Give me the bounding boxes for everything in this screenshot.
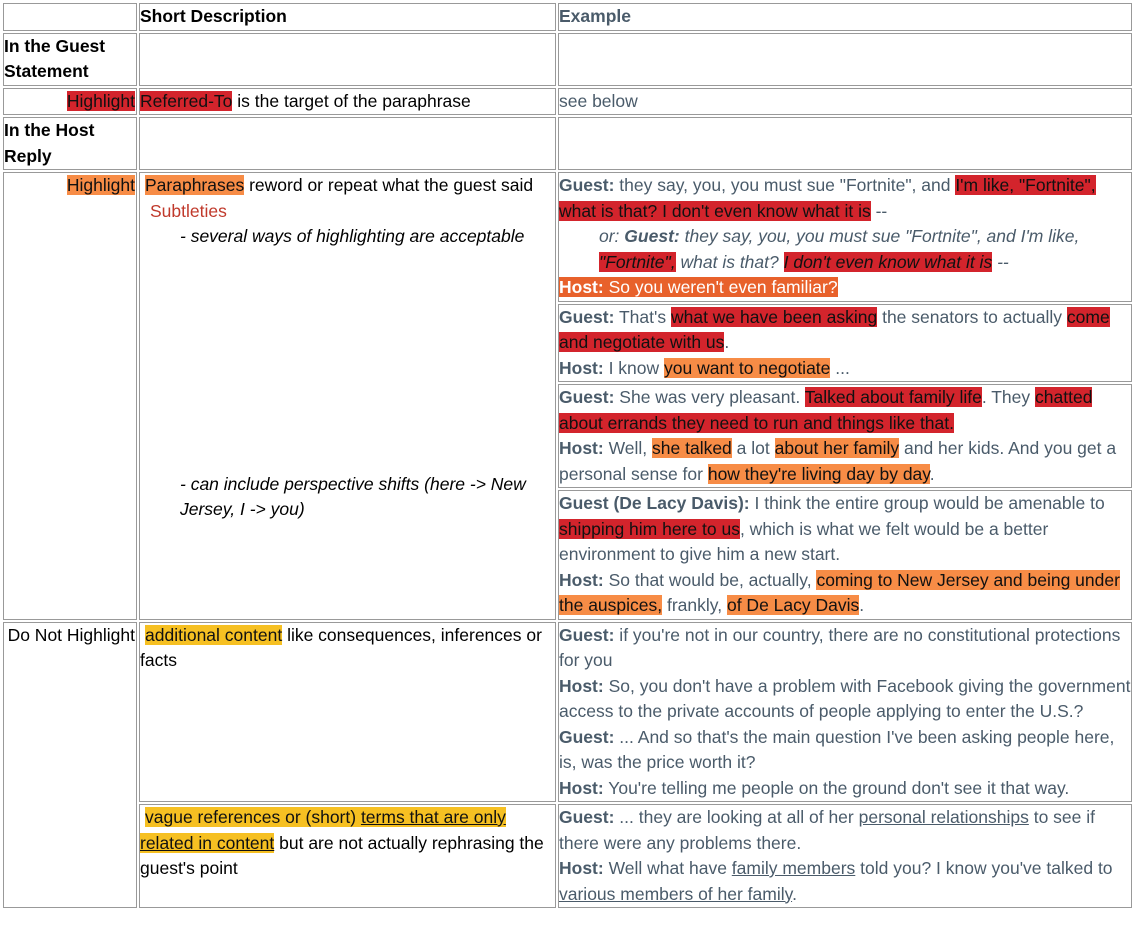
ex2-guest-highlight2: come and negotiate with us (559, 306, 1110, 352)
ex3-host-text3: and her kids. And you get a personal sense for (559, 438, 1117, 484)
empty-cell (558, 33, 1132, 86)
vague-references-desc: but are not actually rephrasing the guest's point (140, 832, 544, 878)
ex4-host-text1: So that would be, actually, (603, 569, 817, 590)
dn2-guest-text1: ... they are looking at all of her (614, 807, 859, 827)
example-family-members (558, 804, 1132, 908)
ex4-host-highlight2: of De Lacy Davis (726, 595, 860, 615)
dn1-host2-text: You're telling me people on the ground don't see it that way. (603, 777, 1070, 798)
ex2-host-text1: I know (603, 357, 665, 378)
ex2-guest (559, 305, 1131, 356)
host-highlight-label: Highlight (66, 175, 135, 195)
ex3-host-highlight2: about her family (774, 438, 900, 458)
ex4-guest (559, 491, 1131, 568)
ex4-guest-label: Guest (De Lacy Davis): (559, 493, 750, 513)
ex1-guest (559, 173, 1131, 224)
paraphrases-description (139, 172, 556, 620)
ex4-host-text2: frankly, (662, 595, 727, 615)
referred-to-description (139, 88, 556, 116)
do-not-highlight-row-2 (3, 804, 1132, 908)
paraphrases-line (140, 173, 555, 199)
empty-cell (558, 117, 1132, 170)
ex3-guest (559, 385, 1131, 436)
ex1-or: or: (599, 226, 625, 246)
empty-cell (139, 33, 556, 86)
dn1-guest1-label: Guest: (559, 624, 615, 645)
ex4-host-label: Host: (559, 569, 604, 590)
ex1-alternative (559, 224, 1131, 275)
ex3-host-text1: Well, (603, 438, 653, 458)
ex2-host (559, 356, 1131, 382)
ex2-host-highlight: you want to negotiate (664, 357, 831, 378)
dn1-guest1-text: if you're not in our country, there are no constitutional protections for you (559, 624, 1121, 670)
ex3-host (559, 436, 1131, 487)
ex1-or-text2: what is that? (675, 251, 784, 272)
dn1-host1-text: So, you don't have a problem with Facebook giving the government access to the private accounts of people applying to enter the U.S.? (559, 675, 1131, 721)
do-not-highlight-row-1 (3, 622, 1132, 803)
ex2-guest-text1: That's (614, 306, 671, 327)
vague-references-text: vague references or (short) (145, 807, 361, 827)
highlight-label-cell (3, 88, 137, 116)
dn1-guest2 (559, 725, 1131, 776)
ex1-or-guest-label: Guest: (624, 226, 680, 246)
ex4-host-highlight1: coming to New Jersey and being under the auspices, (559, 569, 1120, 615)
ex3-guest-text2: . They (981, 387, 1036, 407)
ex1-guest-highlight: I'm like, "Fortnite", what is that? I don't even know what it is (559, 175, 1096, 221)
see-below-cell: see below (558, 88, 1132, 116)
ex3-host-text2: a lot (731, 438, 775, 458)
dn2-host-label: Host: (559, 858, 604, 878)
ex1-or-text1: they say, you, you must sue "Fortnite", and I'm like, (679, 226, 1080, 246)
ex1-host (559, 275, 1131, 301)
ex1-or-text3: -- (992, 251, 1009, 272)
dn2-host-underline1: family members (731, 858, 856, 878)
referred-to-tag: Referred-To (140, 90, 233, 111)
ex3-guest-highlight2: chatted about errands they need to run and things like that. (559, 387, 1093, 433)
guest-statement-section-title: In the Guest Statement (3, 33, 137, 86)
ex1-host-label: Host: (559, 277, 604, 297)
header-example: Example (558, 3, 1132, 31)
ex2-host-label: Host: (559, 357, 604, 378)
dn1-guest2-label: Guest: (559, 726, 615, 747)
example-family-life (558, 384, 1132, 488)
ex2-guest-highlight1: what we have been asking (670, 306, 878, 327)
ex4-host (559, 568, 1131, 619)
guest-statement-section-row (3, 33, 1132, 86)
dn2-host-underline2: various members of her family (559, 883, 793, 904)
ex1-host-text: So you weren't even familiar? (603, 277, 838, 297)
host-highlight-label-cell (3, 172, 137, 620)
ex4-guest-highlight: shipping him here to us (559, 518, 740, 539)
additional-content-tag: additional content (145, 624, 283, 645)
dn2-host-text1: Well what have (603, 858, 732, 878)
ex3-host-label: Host: (559, 438, 604, 458)
additional-content-description (139, 622, 556, 803)
dn2-guest-underline: personal relationships (858, 807, 1029, 827)
vague-references-description (139, 804, 556, 908)
dn1-host2-label: Host: (559, 777, 604, 798)
related-terms-text: terms that are only related in content (140, 807, 506, 853)
example-de-lacy-davis (558, 490, 1132, 620)
ex2-guest-text3: . (724, 332, 730, 352)
host-reply-section-title: In the Host Reply (3, 117, 137, 170)
ex1-guest-label: Guest: (559, 175, 615, 195)
ex3-host-highlight1: she talked (652, 438, 732, 458)
ex2-guest-label: Guest: (559, 306, 615, 327)
subtlety-point-2: - can include perspective shifts (here -> New Jersey, I -> you) (180, 473, 526, 519)
example-fortnite (558, 172, 1132, 302)
paraphrases-tag: Paraphrases (145, 175, 245, 195)
host-highlight-row-1 (3, 172, 1132, 302)
ex3-guest-label: Guest: (559, 387, 615, 407)
dn1-host1 (559, 674, 1131, 725)
highlight-label: Highlight (66, 90, 135, 111)
ex1-or-highlight2: I don't even know what it is (783, 251, 993, 272)
additional-content-desc: like consequences, inferences or facts (140, 624, 542, 670)
ex4-host-text3: . (859, 595, 865, 615)
dn2-guest-label: Guest: (559, 807, 615, 827)
dn2-guest-text2: to see if there were any problems there. (559, 807, 1096, 853)
empty-cell (139, 117, 556, 170)
guideline-table (1, 1, 1134, 910)
guest-statement-highlight-row (3, 88, 1132, 116)
referred-to-desc: is the target of the paraphrase (232, 90, 471, 111)
header-cell-empty (3, 3, 137, 31)
host-reply-section-row (3, 117, 1132, 170)
ex1-or-highlight1: "Fortnite", (599, 251, 676, 272)
header-short-description: Short Description (139, 3, 556, 31)
subtlety-point-1: - several ways of highlighting are acceptable (180, 226, 525, 246)
paraphrases-desc: reword or repeat what the guest said (244, 175, 534, 195)
ex4-guest-text1: I think the entire group would be amenable to (749, 493, 1105, 513)
do-not-highlight-label: Do Not Highlight (3, 622, 137, 909)
ex1-guest-text2: -- (870, 200, 888, 221)
dn2-guest (559, 805, 1131, 856)
dn1-guest2-text: ... And so that's the main question I've been asking people here, is, was the price worth it? (559, 726, 1115, 772)
dn1-host1-label: Host: (559, 675, 604, 696)
dn1-guest1 (559, 623, 1131, 674)
dn2-host-text2: told you? I know you've talked to (855, 858, 1113, 878)
subtleties-heading: Subtleties (150, 200, 227, 221)
spacer (140, 250, 555, 472)
header-row (3, 3, 1132, 31)
ex3-host-text4: . (929, 463, 935, 484)
example-negotiate (558, 304, 1132, 383)
ex2-guest-text2: the senators to actually (877, 306, 1067, 327)
example-facebook (558, 622, 1132, 803)
ex3-host-highlight3: how they're living day by day (707, 463, 930, 484)
ex3-guest-text1: She was very pleasant. (614, 387, 805, 407)
ex1-guest-text1: they say, you, you must sue "Fortnite", and (614, 175, 956, 195)
ex3-guest-highlight1: Talked about family life (804, 387, 982, 407)
ex2-host-text2: ... (830, 357, 850, 378)
dn2-host-text3: . (792, 883, 797, 904)
ex4-guest-text2: , which is what we felt would be a better environment to give him a new start. (559, 518, 1049, 564)
dn2-host (559, 856, 1131, 907)
dn1-host2 (559, 776, 1131, 802)
